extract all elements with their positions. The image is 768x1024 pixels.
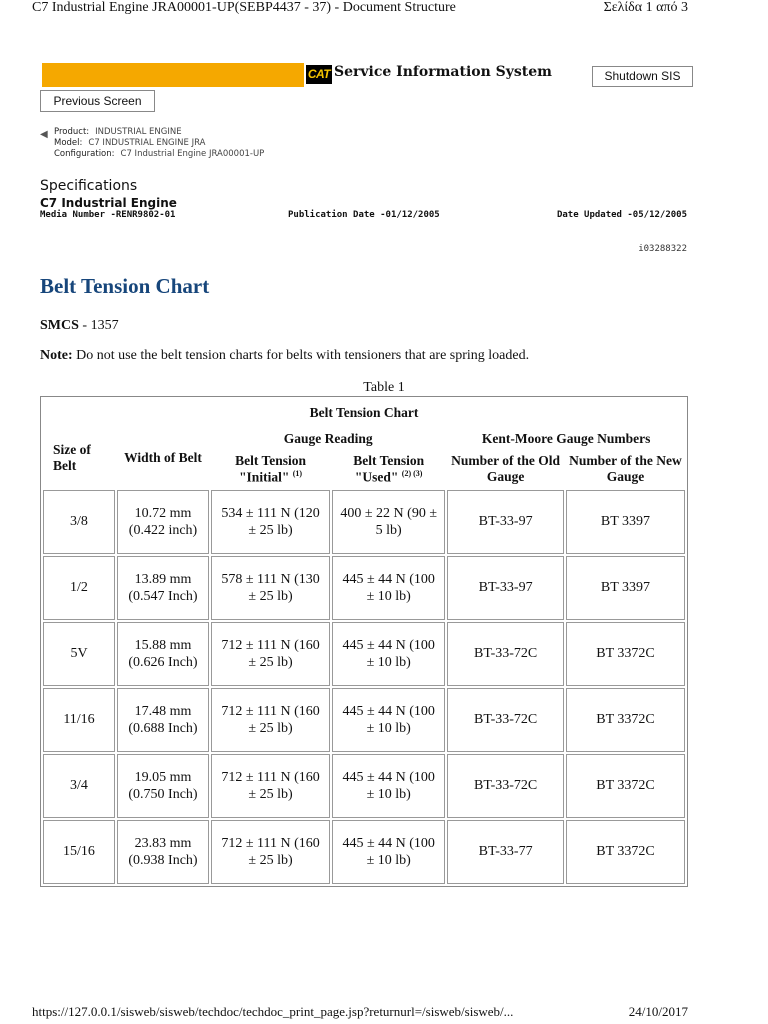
- col-header-kent-moore: Kent-Moore Gauge Numbers: [481, 431, 651, 446]
- collapse-arrow-icon[interactable]: ◀: [40, 129, 48, 140]
- breadcrumb: [40, 127, 265, 160]
- col-header-old-gauge: Number of the Old Gauge: [451, 453, 561, 485]
- meta-model: Model: C7 INDUSTRIAL ENGINE JRA: [54, 138, 206, 148]
- system-title: Service Information System: [334, 64, 552, 80]
- meta-configuration: Configuration: C7 Industrial Engine JRA00001-UP: [54, 149, 265, 159]
- shutdown-sis-button[interactable]: Shutdown SIS: [592, 66, 693, 87]
- date-updated: Date Updated -05/12/2005: [556, 210, 687, 220]
- table-row: 1/2 13.89 mm (0.547 Inch) 578 ± 111 N (130 ± 25 lb) 445 ± 44 N (100 ± 10 lb) BT-33-97 BT 3397: [43, 556, 685, 620]
- document-id: i03288322: [638, 244, 687, 254]
- print-header-title: C7 Industrial Engine JRA00001-UP(SEBP4437 - 37) - Document Structure: [32, 0, 456, 15]
- belt-tension-table: [40, 396, 688, 887]
- col-header-gauge-reading: Gauge Reading: [283, 431, 373, 446]
- media-number: Media Number -RENR9802-01: [40, 210, 176, 220]
- print-date: 24/10/2017: [628, 1004, 688, 1019]
- section-heading: Specifications: [40, 178, 138, 194]
- note: Note: Do not use the belt tension charts for belts with tensioners that are spring loaded.: [40, 348, 530, 363]
- previous-screen-button[interactable]: Previous Screen: [40, 90, 155, 112]
- table-row: 15/16 23.83 mm (0.938 Inch) 712 ± 111 N (160 ± 25 lb) 445 ± 44 N (100 ± 10 lb) BT-33-77 BT 3372C: [43, 820, 685, 884]
- banner-orange-bar: [42, 63, 304, 87]
- col-header-initial: Belt Tension "Initial" $^{(1)}$: [235, 453, 306, 485]
- col-header-used: Belt Tension "Used" $^{(2) (3)}$: [353, 453, 425, 485]
- section-subtitle: C7 Industrial Engine: [40, 196, 177, 210]
- meta-product-value: INDUSTRIAL ENGINE: [95, 127, 182, 137]
- table-row: 3/8 10.72 mm (0.422 inch) 534 ± 111 N (120 ± 25 lb) 400 ± 22 N (90 ± 5 lb) BT-33-97 BT 3397: [43, 490, 685, 554]
- smcs-code: SMCS - 1357: [40, 318, 119, 333]
- print-header: [32, 0, 688, 20]
- table-row: 11/16 17.48 mm (0.688 Inch) 712 ± 111 N (160 ± 25 lb) 445 ± 44 N (100 ± 10 lb) BT-33-72C BT 3372C: [43, 688, 685, 752]
- meta-config-value: C7 Industrial Engine JRA00001-UP: [120, 149, 265, 159]
- meta-model-value: C7 INDUSTRIAL ENGINE JRA: [88, 138, 206, 148]
- table-title: Belt Tension Chart: [309, 405, 419, 420]
- print-url: https://127.0.0.1/sisweb/sisweb/techdoc/techdoc_print_page.jsp?returnurl=/sisweb/sisweb/...: [32, 1004, 514, 1019]
- cat-logo-icon: CAT: [306, 65, 332, 84]
- table-row: 5V 15.88 mm (0.626 Inch) 712 ± 111 N (160 ± 25 lb) 445 ± 44 N (100 ± 10 lb) BT-33-72C BT 3372C: [43, 622, 685, 686]
- col-header-size: Size of Belt: [53, 442, 91, 474]
- publication-date: Publication Date -01/12/2005: [288, 210, 440, 220]
- col-header-new-gauge: Number of the New Gauge: [569, 453, 682, 485]
- table-caption: Table 1: [363, 380, 405, 395]
- print-footer: [32, 1004, 688, 1020]
- col-header-width: Width of Belt: [124, 450, 202, 466]
- print-page-number: Σελίδα 1 από 3: [603, 0, 688, 15]
- meta-product: Product: INDUSTRIAL ENGINE: [54, 127, 182, 137]
- page-title: Belt Tension Chart: [40, 274, 210, 298]
- table-row: 3/4 19.05 mm (0.750 Inch) 712 ± 111 N (160 ± 25 lb) 445 ± 44 N (100 ± 10 lb) BT-33-72C BT 3372C: [43, 754, 685, 818]
